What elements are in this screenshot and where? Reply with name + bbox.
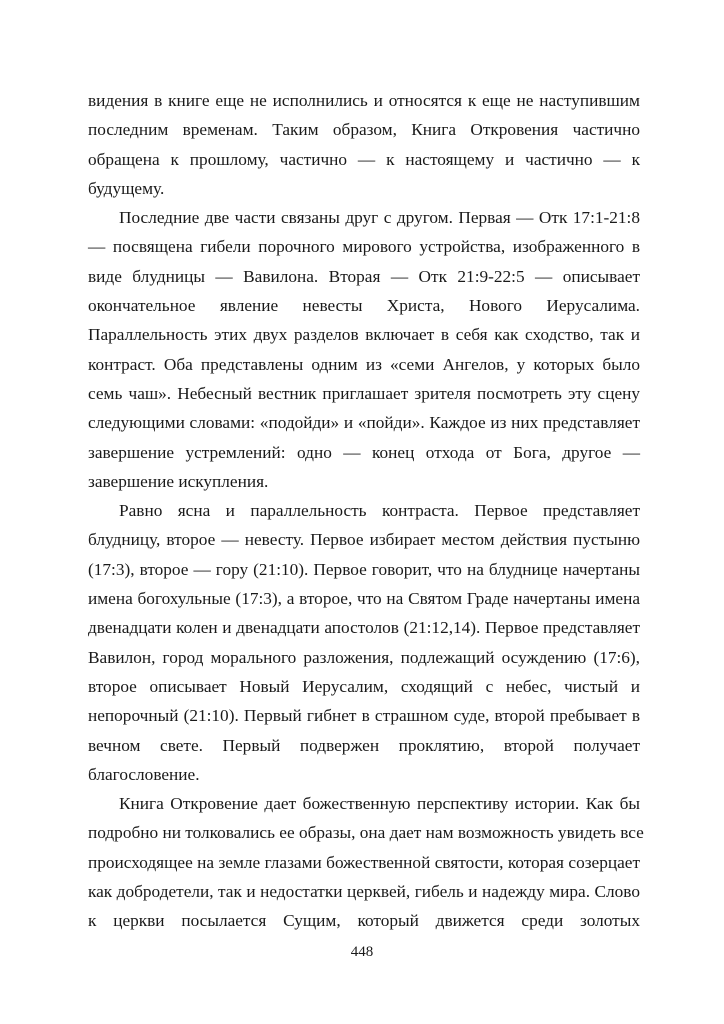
text-line: Равно ясна и параллельность контраста. Первое представляет	[119, 501, 640, 521]
paragraph	[88, 203, 640, 496]
text-line: благословение.	[88, 764, 200, 784]
paragraph	[88, 789, 644, 935]
text-line: последним временам. Таким образом, Книга Откровения частично	[88, 120, 640, 140]
text-line: происходящее на земле глазами божественной святости, которая созерцает	[88, 852, 640, 872]
text-line: Параллельность этих двух разделов включает в себя как сходство, так и	[88, 325, 640, 345]
text-line: Книга Откровение дает божественную перспективу истории. Как бы	[119, 794, 640, 814]
text-line: следующими словами: «подойди» и «пойди». Каждое из них представляет	[88, 413, 640, 433]
text-line: к церкви посылается Сущим, который движется среди золотых	[88, 911, 640, 931]
text-line: окончательное явление невесты Христа, Нового Иерусалима.	[88, 296, 640, 316]
text-line: семь чаш». Небесный вестник приглашает зрителя посмотреть эту сцену	[88, 383, 640, 403]
text-line: подробно ни толковались ее образы, она дает нам возможность увидеть все	[88, 823, 644, 843]
text-line: (17:3), второе — гору (21:10). Первое говорит, что на блуднице начертаны	[88, 559, 640, 579]
text-line: двенадцати колен и двенадцати апостолов (21:12,14). Первое представляет	[88, 618, 640, 638]
text-line: блудницу, второе — невесту. Первое избирает местом действия пустыню	[88, 530, 640, 550]
text-line: как добродетели, так и недостатки церквей, гибель и надежду мира. Слово	[88, 882, 640, 902]
paragraph	[88, 496, 640, 789]
page-number: 448	[350, 944, 374, 960]
text-line: завершение устремлений: одно — конец отхода от Бога, другое —	[88, 442, 640, 462]
text-line: имена богохульные (17:3), а второе, что на Святом Граде начертаны имена	[88, 589, 640, 609]
text-line: Последние две части связаны друг с другом. Первая — Отк 17:1-21:8	[119, 208, 640, 228]
text-line: видения в книге еще не исполнились и относятся к еще не наступившим	[88, 91, 640, 110]
text-line: — посвящена гибели порочного мирового устройства, изображенного в	[88, 237, 640, 257]
text-line: непорочный (21:10). Первый гибнет в страшном суде, второй пребывает в	[88, 706, 640, 726]
document-body	[88, 86, 644, 936]
text-line: вечном свете. Первый подвержен проклятию, второй получает	[88, 735, 640, 755]
paragraph	[88, 86, 640, 203]
text-line: контраст. Оба представлены одним из «семи Ангелов, у которых было	[88, 354, 640, 374]
text-line: второе описывает Новый Иерусалим, сходящий с небес, чистый и	[88, 676, 640, 696]
text-line: Вавилон, город морального разложения, подлежащий осуждению (17:6),	[88, 647, 640, 667]
text-line: будущему.	[88, 178, 165, 198]
text-line: завершение искупления.	[88, 471, 269, 491]
text-line: обращена к прошлому, частично — к настоящему и частично — к	[88, 149, 640, 169]
text-line: виде блудницы — Вавилона. Вторая — Отк 21:9-22:5 — описывает	[88, 266, 640, 286]
